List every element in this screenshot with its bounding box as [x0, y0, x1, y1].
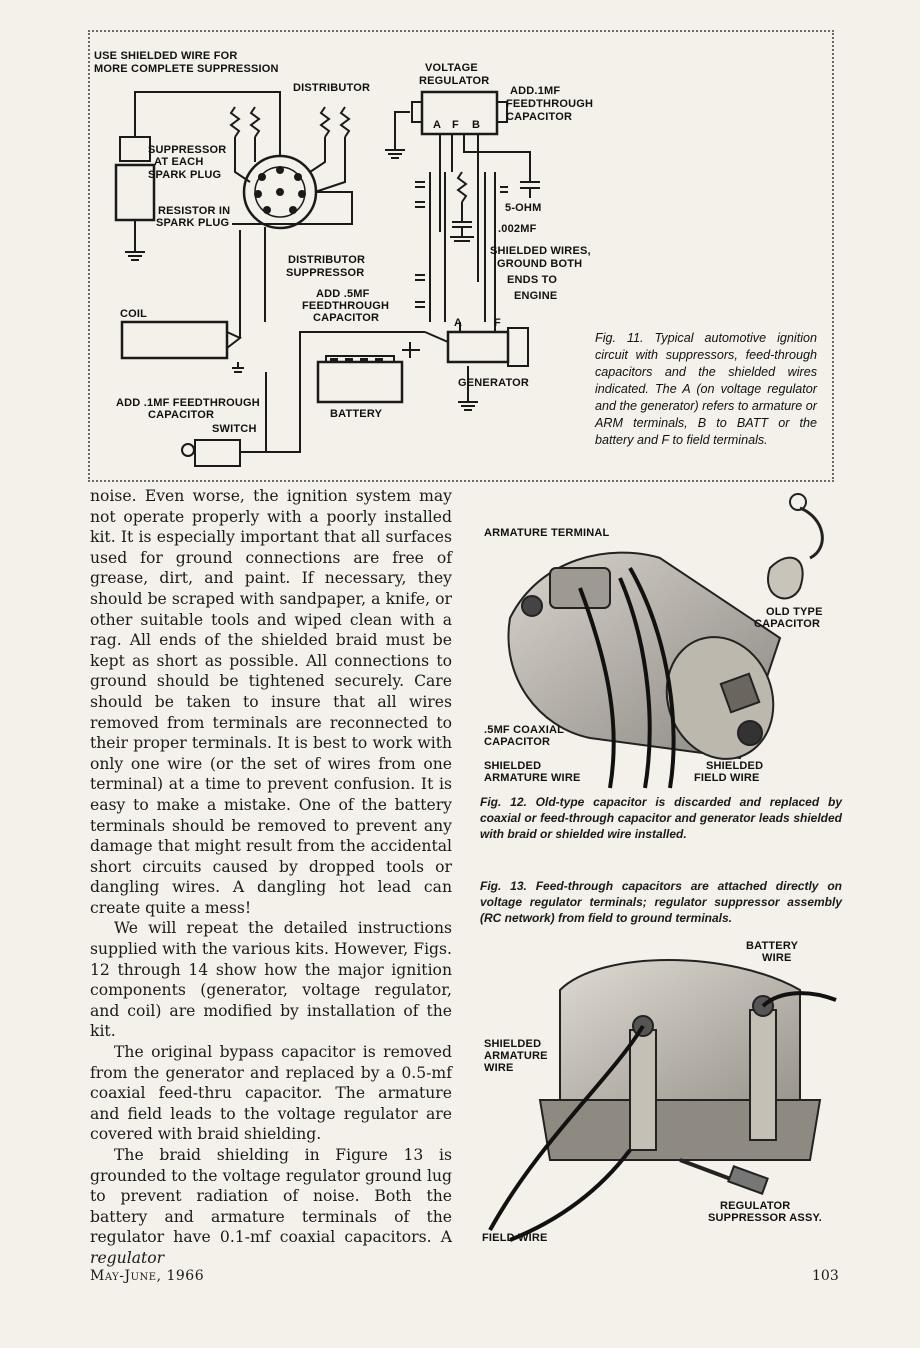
shielded-armature-wire-label-3: WIRE	[484, 1062, 514, 1074]
distributor-label: DISTRIBUTOR	[293, 82, 371, 94]
add-5mf-label-1: ADD .5MF	[316, 288, 370, 300]
generator-a-label: A	[454, 317, 463, 329]
shielded-field-label-1: SHIELDED	[706, 760, 764, 772]
add-1mf-label: ADD.1MF	[510, 85, 561, 97]
add-5mf-label-3: CAPACITOR	[313, 312, 380, 324]
at-each-label: AT EACH	[154, 156, 204, 168]
figure-12	[480, 488, 842, 792]
terminal-b-label: B	[472, 119, 481, 131]
regulator-suppressor-label-2: SUPPRESSOR ASSY.	[708, 1212, 823, 1224]
capacitor-label: CAPACITOR	[506, 111, 573, 123]
figure-11-caption: Fig. 11. Typical automotive ignition circuit with suppressors, feed-through capacitors and the shielded wires indicated. The A (on voltage regulator and the generator) refers to armature or ARM terminals, B to BATT or the battery and F to field terminals.	[595, 331, 817, 447]
terminal-a-label: A	[433, 119, 442, 131]
shielded-armature-wire-label-2: ARMATURE	[484, 1050, 548, 1062]
battery-wire-label-2: WIRE	[762, 952, 792, 964]
ends-to-label: ENDS TO	[507, 274, 558, 286]
page-number: 103	[812, 1268, 839, 1284]
shielded-note-line-1: USE SHIELDED WIRE FOR	[94, 50, 238, 62]
terminal-f-label: F	[452, 119, 459, 131]
generator-label: GENERATOR	[458, 377, 530, 389]
shielded-note-line-2: MORE COMPLETE SUPPRESSION	[94, 63, 279, 75]
coaxial-label-2: CAPACITOR	[484, 736, 551, 748]
generator-f-label: F	[494, 317, 501, 329]
battery-label: BATTERY	[330, 408, 383, 420]
shielded-armature-label-2: ARMATURE WIRE	[484, 772, 581, 784]
paragraph-4-italic: regulator	[90, 1248, 165, 1267]
shielded-armature-label-1: SHIELDED	[484, 760, 542, 772]
switch-label: SWITCH	[212, 423, 257, 435]
shielded-armature-wire-label-1: SHIELDED	[484, 1038, 542, 1050]
feedthrough-label: FEEDTHROUGH	[506, 98, 594, 110]
field-wire-label: FIELD WIRE	[482, 1232, 548, 1244]
regulator-suppressor-label-1: REGULATOR	[720, 1200, 791, 1212]
suppressor-label: SUPPRESSOR	[148, 144, 227, 156]
distributor-suppressor-label-2: SUPPRESSOR	[286, 267, 365, 279]
shielded-field-label-2: FIELD WIRE	[694, 772, 760, 784]
engine-label: ENGINE	[514, 290, 558, 302]
article-body	[90, 486, 452, 1269]
coaxial-label-1: .5MF COAXIAL	[484, 724, 565, 736]
figure-13	[480, 930, 842, 1248]
issue-date: May-June, 1966	[90, 1268, 205, 1284]
002mf-label: .002MF	[498, 223, 537, 235]
armature-terminal-label: ARMATURE TERMINAL	[484, 527, 610, 539]
resistor-in-label: RESISTOR IN	[158, 205, 231, 217]
figure-11	[88, 30, 834, 482]
shielded-wires-label: SHIELDED WIRES,	[490, 245, 591, 257]
add-1mf-capacitor-label: CAPACITOR	[148, 409, 215, 421]
ground-both-label: GROUND BOTH	[497, 258, 583, 270]
five-ohm-label: 5-OHM	[505, 202, 542, 214]
paragraph-4-text: The braid shielding in Figure 13 is grounded to the voltage regulator ground lug to prevent radiation of noise. Both the battery and armature terminals of the regulator have 0.1-mf coaxial capacitors. A	[90, 1146, 452, 1247]
battery-wire-label-1: BATTERY	[746, 940, 799, 952]
spark-plug-label: SPARK PLUG	[148, 169, 222, 181]
add-1mf-feedthrough-label: ADD .1MF FEEDTHROUGH	[116, 397, 260, 409]
coil-label: COIL	[120, 308, 148, 320]
old-type-label: OLD TYPE	[766, 606, 823, 618]
paragraph-4	[90, 1145, 452, 1269]
paragraph-2: We will repeat the detailed instructions supplied with the various kits. However, Figs. 12 through 14 show how the major ignition components (generator, voltage regulator, and coil) are modified by installation of the kit.	[90, 919, 452, 1041]
spark-plug-label-2: SPARK PLUG	[156, 217, 230, 229]
paragraph-3: The original bypass capacitor is removed from the generator and replaced by a 0.5-mf coaxial feed-thru capacitor. The armature and field leads to the voltage regulator are covered with braid shielding.	[90, 1043, 452, 1144]
old-capacitor-label: CAPACITOR	[754, 618, 821, 630]
figure-12-caption: Fig. 12. Old-type capacitor is discarded and replaced by coaxial or feed-through capacitor and generator leads shielded with braid or shielded wire installed.	[480, 795, 842, 841]
add-5mf-label-2: FEEDTHROUGH	[302, 300, 390, 312]
distributor-suppressor-label-1: DISTRIBUTOR	[288, 254, 366, 266]
regulator-label: REGULATOR	[419, 75, 490, 87]
paragraph-1: noise. Even worse, the ignition system may not operate properly with a poorly installed kit. It is especially important that all surfaces used for ground connections are free of grease, dirt, and paint. If necessary, they should be scraped with sandpaper, a knife, or other suitable tools and wiped clean with a rag. All ends of the shielded braid must be kept as short as possible. All connections to ground should be tightened securely. Care should be taken to insure that all wires removed from terminals are reconnected to their proper terminals. It is best to work with only one wire (or the set of wires from one terminal) at a time to prevent confusion. It is easy to make a mistake. One of the battery terminals should be removed to prevent any damage that might result from the accidental short circuits caused by dropped tools or dangling wires. A dangling hot lead can create quite a mess!	[90, 487, 452, 917]
voltage-label: VOLTAGE	[425, 62, 478, 74]
figure-13-caption: Fig. 13. Feed-through capacitors are attached directly on voltage regulator terminals; regulator suppressor assembly (RC network) from field to ground terminals.	[480, 879, 842, 925]
